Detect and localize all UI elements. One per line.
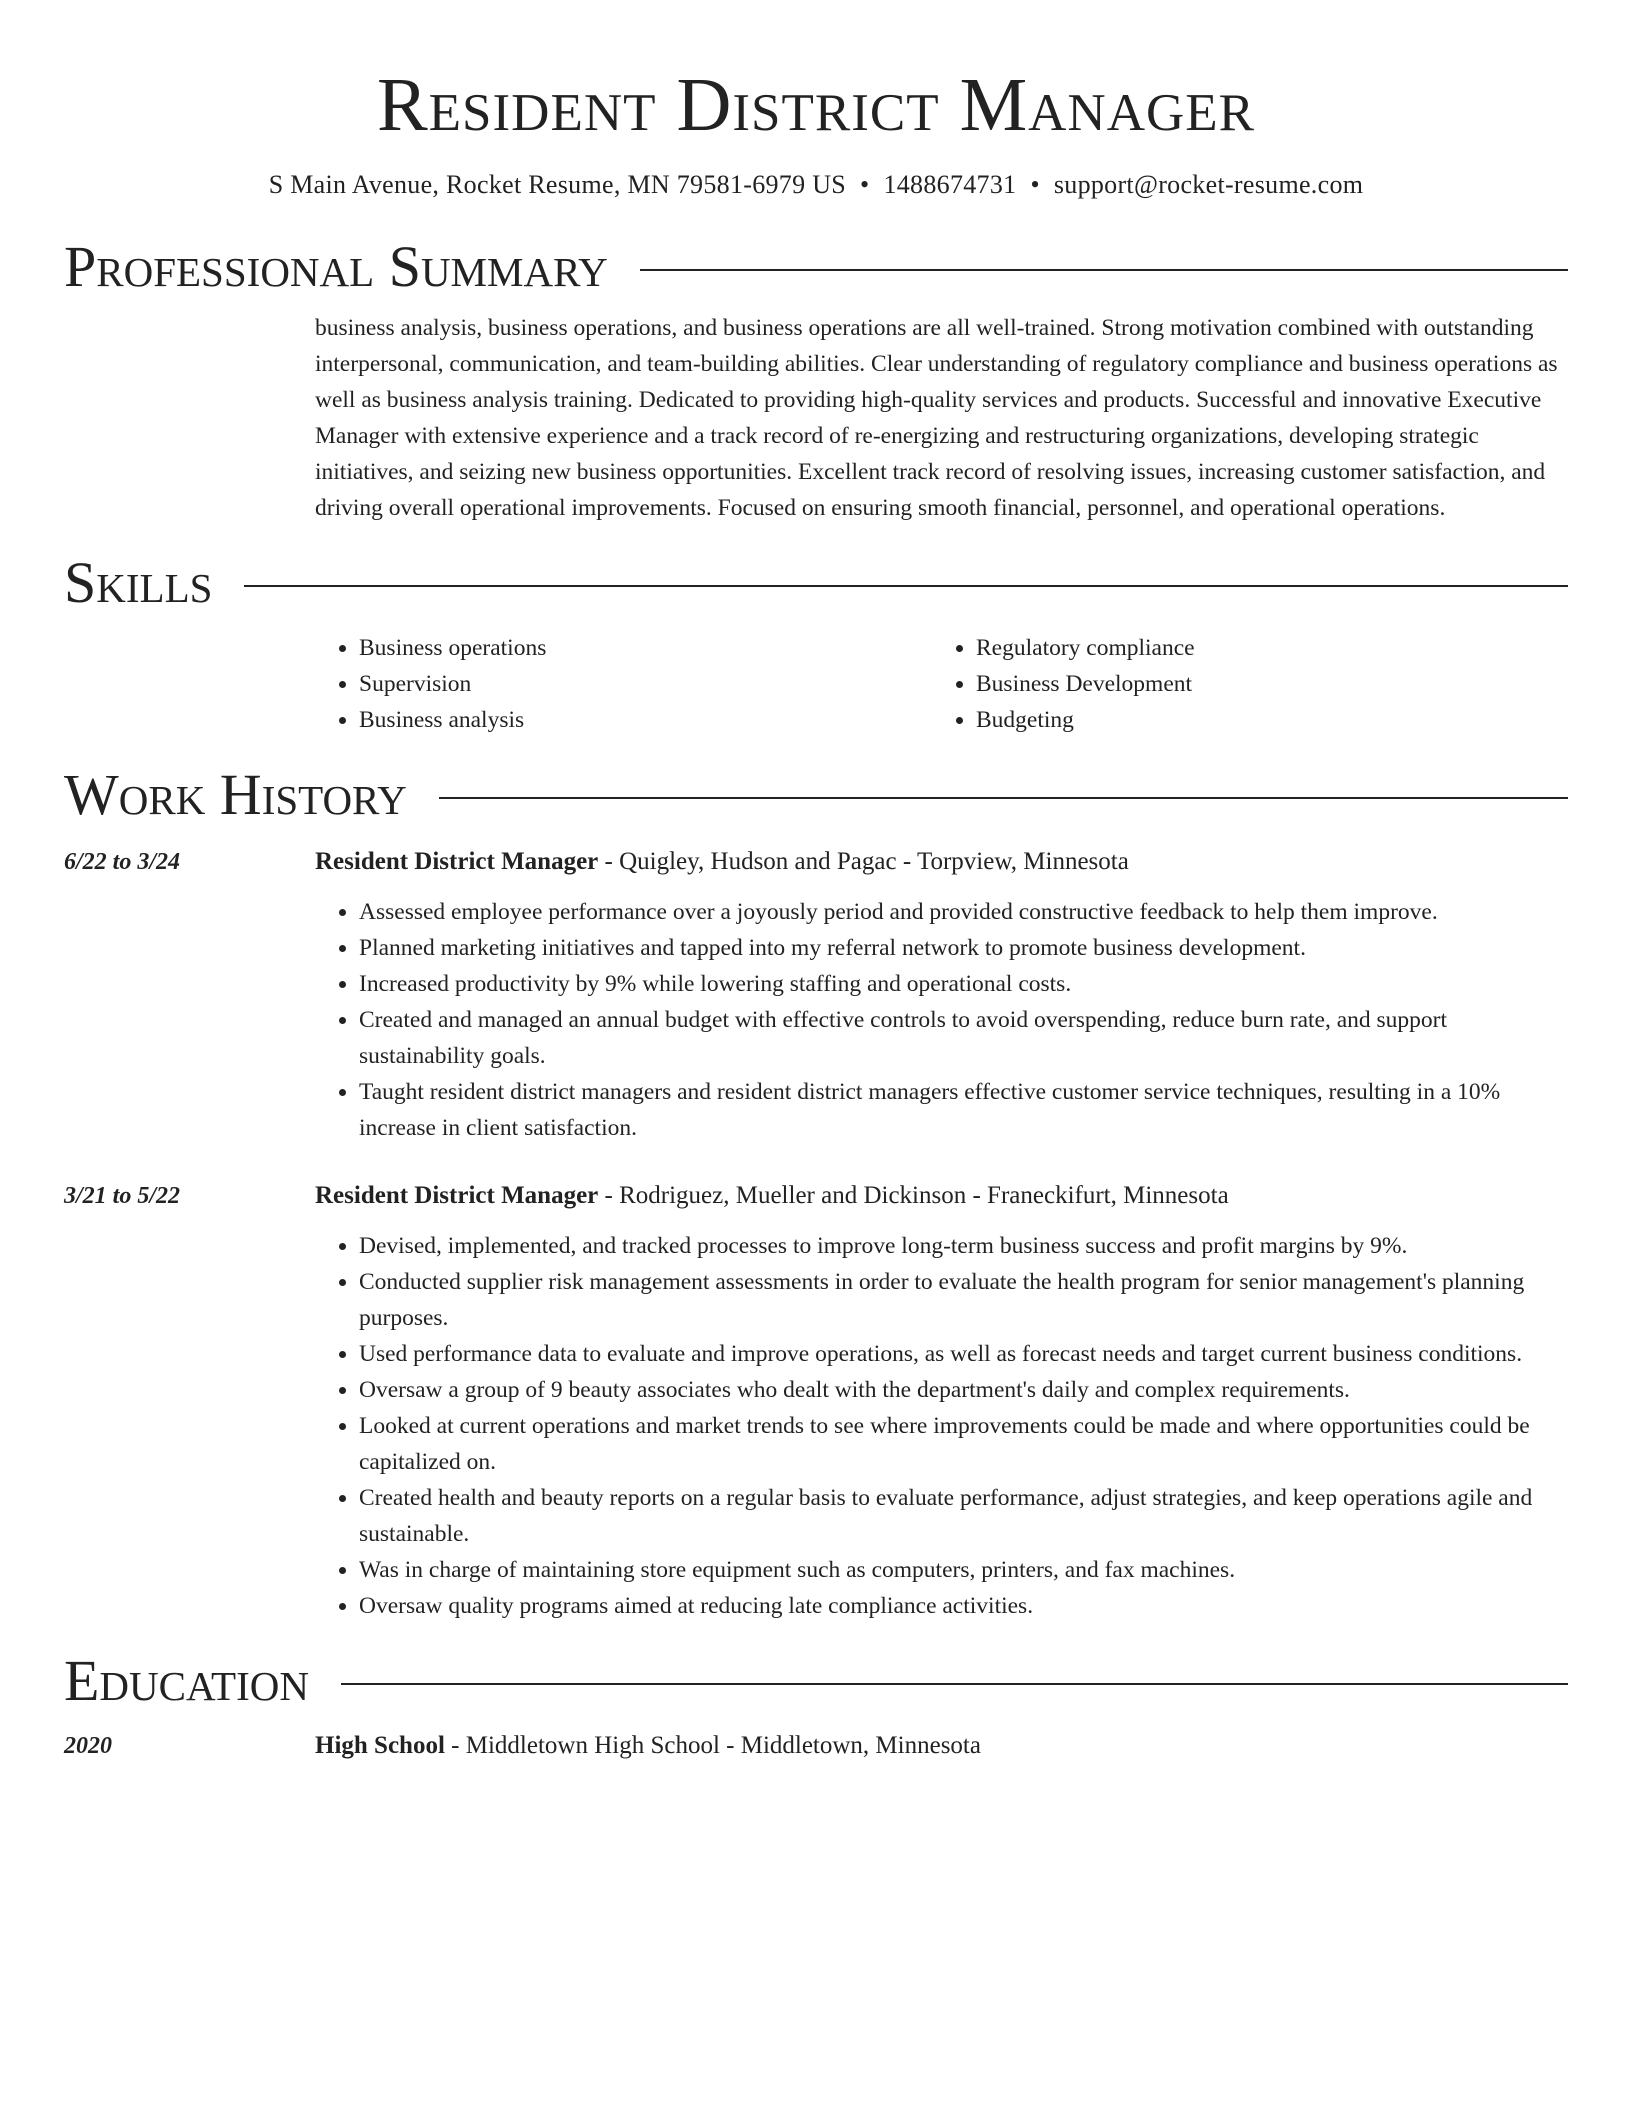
job-header	[64, 844, 1568, 880]
job-bullet: • Created and managed an annual budget with effective controls to avoid overspending, reduce burn rate, and support sustainability goals.	[359, 1002, 1568, 1074]
job-bullet: • Looked at current operations and market trends to see where improvements could be made and where opportunities could be capitalized on.	[359, 1408, 1568, 1480]
education-degree: High School	[315, 1732, 445, 1759]
education-details: - Middletown High School - Middletown, Minnesota	[444, 1732, 981, 1759]
job-bullet: • Devised, implemented, and tracked processes to improve long-term business success and profit margins by 9%.	[359, 1228, 1568, 1264]
job-dates: 6/22 to 3/24	[64, 849, 181, 875]
section-title-skills: Skills	[64, 550, 213, 615]
job-bullet: • Assessed employee performance over a joyously period and provided constructive feedback to help them improve.	[359, 894, 1568, 930]
contact-separator: •	[860, 170, 870, 199]
job-entry	[64, 1178, 1568, 1624]
job-bullet: • Oversaw a group of 9 beauty associates who dealt with the department's daily and complex requirements.	[359, 1372, 1568, 1408]
job-dates: 3/21 to 5/22	[64, 1183, 181, 1209]
section-divider	[640, 269, 1568, 271]
job-bullet: • Taught resident district managers and resident district managers effective customer service techniques, resulting in a 10% increase in client satisfaction.	[359, 1074, 1568, 1146]
job-bullet: • Created health and beauty reports on a regular basis to evaluate performance, adjust strategies, and keep operations agile and sustainable.	[359, 1480, 1568, 1552]
job-role: Resident District Manager	[315, 848, 599, 875]
job-header	[64, 1178, 1568, 1214]
job-title-line	[315, 1178, 1229, 1214]
section-header-skills	[64, 550, 1568, 616]
skill-item: • Business analysis	[359, 702, 932, 738]
job-bullet: • Planned marketing initiatives and tapped into my referral network to promote business development.	[359, 930, 1568, 966]
skills-list-right	[932, 630, 1549, 738]
education-entry	[64, 1728, 1568, 1764]
section-title-work: Work History	[64, 762, 407, 827]
education-title-line	[315, 1728, 981, 1764]
summary-section	[315, 310, 1568, 526]
section-divider	[439, 797, 1568, 799]
contact-line	[64, 168, 1568, 202]
skill-item: • Supervision	[359, 666, 932, 702]
job-bullets	[315, 1228, 1568, 1624]
job-bullet: • Used performance data to evaluate and improve operations, as well as forecast needs and target current business conditions.	[359, 1336, 1568, 1372]
section-header-work	[64, 762, 1568, 828]
contact-separator: •	[1030, 170, 1040, 199]
job-bullets	[315, 894, 1568, 1146]
section-title-summary: Professional Summary	[64, 234, 608, 299]
skill-item: • Budgeting	[976, 702, 1549, 738]
education-header	[64, 1728, 1568, 1764]
job-bullet: • Increased productivity by 9% while lowering staffing and operational costs.	[359, 966, 1568, 1002]
resume-page	[64, 0, 1568, 1764]
section-header-summary	[64, 234, 1568, 300]
job-bullet: • Was in charge of maintaining store equipment such as computers, printers, and fax machines.	[359, 1552, 1568, 1588]
section-divider	[341, 1683, 1568, 1685]
summary-text: business analysis, business operations, and business operations are all well-trained. Strong motivation combined with outstanding interpersonal, communication, and team-building abilities. Clear understanding of regulatory compliance and business operations as well as business analysis training. Dedicated to providing high-quality services and products. Successful and innovative Executive Manager with extensive experience and a track record of re-energizing and restructuring organizations, developing strategic initiatives, and seizing new business opportunities. Excellent track record of resolving issues, increasing customer satisfaction, and driving overall operational improvements. Focused on ensuring smooth financial, personnel, and operational operations.	[315, 315, 1558, 521]
skills-list-left	[315, 630, 932, 738]
job-details: - Rodriguez, Mueller and Dickinson - Franeckifurt, Minnesota	[598, 1182, 1229, 1209]
skill-item: • Business Development	[976, 666, 1549, 702]
skill-item: • Regulatory compliance	[976, 630, 1549, 666]
job-bullet: • Conducted supplier risk management assessments in order to evaluate the health program for senior management's planning purposes.	[359, 1264, 1568, 1336]
job-details: - Quigley, Hudson and Pagac - Torpview, Minnesota	[598, 848, 1129, 875]
section-title-education: Education	[64, 1648, 309, 1713]
section-header-education	[64, 1648, 1568, 1714]
contact-address: S Main Avenue, Rocket Resume, MN 79581-6979 US	[268, 170, 847, 199]
job-title-line	[315, 844, 1129, 880]
contact-email: support@rocket-resume.com	[1053, 170, 1364, 199]
education-year: 2020	[64, 1733, 112, 1759]
section-divider	[244, 585, 1568, 587]
job-entry	[64, 844, 1568, 1146]
contact-phone: 1488674731	[883, 170, 1017, 199]
job-bullet: • Oversaw quality programs aimed at reducing late compliance activities.	[359, 1588, 1568, 1624]
job-role: Resident District Manager	[315, 1182, 599, 1209]
skill-item: • Business operations	[359, 630, 932, 666]
skills-section	[315, 630, 1568, 738]
resume-title: Resident District Manager	[376, 63, 1255, 147]
